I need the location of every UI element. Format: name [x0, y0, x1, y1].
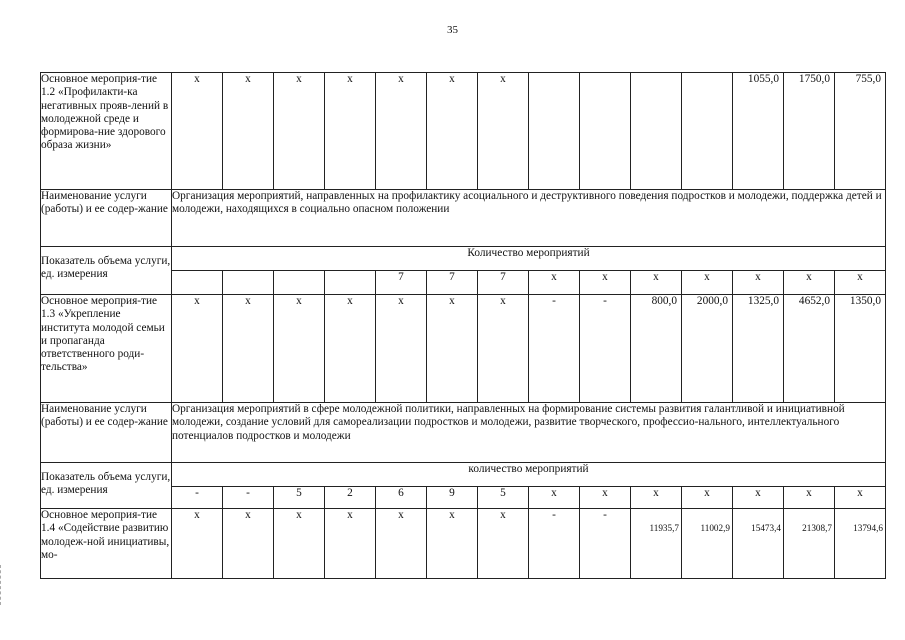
indicator-value-cell: [325, 271, 376, 295]
value-cell: -: [529, 509, 580, 579]
indicator-value-cell: x: [580, 487, 631, 509]
value-cell: x: [478, 509, 529, 579]
value-cell: x: [274, 295, 325, 403]
indicator-value-cell: x: [631, 487, 682, 509]
indicator-value-cell: x: [835, 487, 886, 509]
value-cell: -: [580, 509, 631, 579]
indicator-value-cell: x: [529, 271, 580, 295]
measure-label: Основное мероприя-тие 1.3 «Укрепление института молодой семьи и пропаганда ответственного роди-тельства»: [41, 295, 172, 403]
indicator-value-cell: x: [733, 487, 784, 509]
measure-row: [41, 295, 886, 403]
indicator-value-cell: 6: [376, 487, 427, 509]
service-row: [41, 190, 886, 247]
indicator-value-cell: x: [631, 271, 682, 295]
indicator-row: [41, 247, 886, 271]
value-cell: x: [223, 509, 274, 579]
indicator-value-cell: 5: [478, 487, 529, 509]
indicator-value-cell: 7: [478, 271, 529, 295]
indicator-value-cell: 7: [427, 271, 478, 295]
indicator-value-cell: -: [172, 487, 223, 509]
value-cell: 2000,0: [682, 295, 733, 403]
value-cell: x: [478, 295, 529, 403]
service-label: Наименование услуги (работы) и ее содер-жание: [41, 403, 172, 463]
indicator-value-cell: x: [733, 271, 784, 295]
service-description: Организация мероприятий, направленных на профилактику асоциального и деструктивного поведения подростков и молодежи, поддержка детей и молодежи, находящихся в социально опасном положении: [172, 190, 886, 247]
value-cell: x: [427, 73, 478, 190]
value-cell: [529, 73, 580, 190]
value-cell: -: [580, 295, 631, 403]
value-cell: x: [172, 73, 223, 190]
indicator-value-cell: 9: [427, 487, 478, 509]
value-cell: x: [223, 295, 274, 403]
service-description: Организация мероприятий в сфере молодежной политики, направленных на формирование системы развития галантливой и инициативной молодежи, создание условий для самореализации подростков и молодежи, развитие творческого, профессио-нального, интеллектуального потенциалов подростков и молодежи: [172, 403, 886, 463]
indicator-value-cell: x: [835, 271, 886, 295]
indicator-value-cell: x: [682, 271, 733, 295]
value-cell: x: [376, 73, 427, 190]
indicator-value-cell: x: [682, 487, 733, 509]
value-cell: x: [274, 73, 325, 190]
indicator-label: Показатель объема услуги, ед. измерения: [41, 463, 172, 509]
measure-row: [41, 73, 886, 190]
value-cell: x: [172, 295, 223, 403]
value-cell: 15473,4: [733, 509, 784, 579]
value-cell: x: [274, 509, 325, 579]
value-cell: 4652,0: [784, 295, 835, 403]
value-cell: x: [325, 295, 376, 403]
value-cell: 1325,0: [733, 295, 784, 403]
indicator-value-cell: [274, 271, 325, 295]
program-table: [40, 72, 886, 579]
value-cell: x: [172, 509, 223, 579]
service-label: Наименование услуги (работы) и ее содер-жание: [41, 190, 172, 247]
value-cell: 11935,7: [631, 509, 682, 579]
indicator-value-cell: x: [784, 271, 835, 295]
value-cell: x: [427, 509, 478, 579]
indicator-row: [41, 463, 886, 487]
indicator-value-cell: 5: [274, 487, 325, 509]
value-cell: x: [376, 509, 427, 579]
service-row: [41, 403, 886, 463]
value-cell: x: [376, 295, 427, 403]
page-number: 35: [447, 24, 458, 36]
value-cell: 800,0: [631, 295, 682, 403]
indicator-value-cell: x: [784, 487, 835, 509]
indicator-value-cell: x: [529, 487, 580, 509]
value-cell: x: [325, 73, 376, 190]
value-cell: [682, 73, 733, 190]
measure-label: Основное мероприя-тие 1.4 «Содействие развитию молодеж-ной инициативы, мо-: [41, 509, 172, 579]
indicator-value-cell: [172, 271, 223, 295]
value-cell: x: [427, 295, 478, 403]
indicator-value-cell: x: [580, 271, 631, 295]
indicator-title: количество мероприятий: [172, 463, 886, 487]
value-cell: [631, 73, 682, 190]
value-cell: -: [529, 295, 580, 403]
measure-row: [41, 509, 886, 579]
indicator-value-cell: 2: [325, 487, 376, 509]
value-cell: 1055,0: [733, 73, 784, 190]
value-cell: x: [325, 509, 376, 579]
value-cell: [580, 73, 631, 190]
indicator-value-cell: [223, 271, 274, 295]
measure-label: Основное мероприя-тие 1.2 «Профилакти-ка негативных прояв-лений в молодежной среде и формирова-ние здорового образа жизни»: [41, 73, 172, 190]
value-cell: 755,0: [835, 73, 886, 190]
value-cell: 1750,0: [784, 73, 835, 190]
indicator-title: Количество мероприятий: [172, 247, 886, 271]
indicator-value-cell: -: [223, 487, 274, 509]
scan-edge-mark: [0, 565, 11, 605]
value-cell: 21308,7: [784, 509, 835, 579]
value-cell: 13794,6: [835, 509, 886, 579]
indicator-value-cell: 7: [376, 271, 427, 295]
value-cell: 1350,0: [835, 295, 886, 403]
value-cell: x: [478, 73, 529, 190]
indicator-label: Показатель объема услуги, ед. измерения: [41, 247, 172, 295]
value-cell: 11002,9: [682, 509, 733, 579]
value-cell: x: [223, 73, 274, 190]
